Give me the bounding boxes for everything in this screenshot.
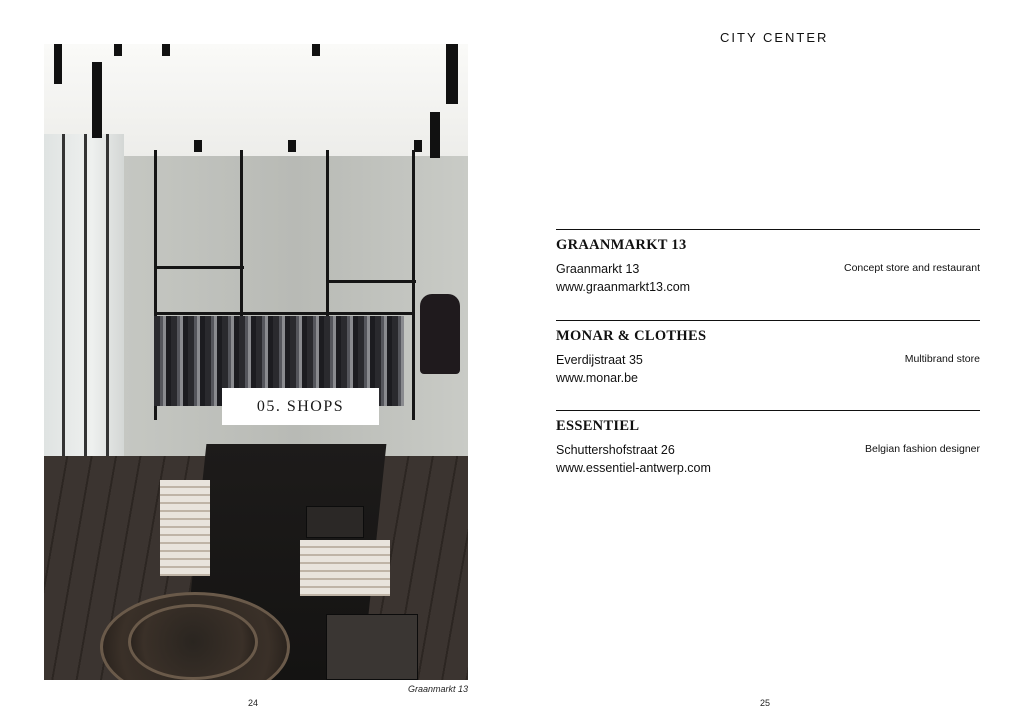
photo-towel-stack — [300, 540, 390, 596]
shop-description: Multibrand store — [904, 353, 980, 365]
photo-spotlight — [114, 44, 122, 56]
photo-lamp — [54, 44, 62, 84]
shop-website-link[interactable]: www.monar.be — [556, 371, 638, 385]
photo-spotlight — [162, 44, 170, 56]
photo-spotlight — [312, 44, 320, 56]
photo-caption: Graanmarkt 13 — [407, 684, 468, 694]
photo-coat-mannequin — [420, 294, 460, 374]
shop-description: Belgian fashion designer — [865, 443, 980, 455]
photo-lamp — [430, 112, 440, 158]
shop-address: Schuttershofstraat 26 — [556, 443, 675, 457]
photo-plate — [128, 604, 258, 680]
photo-towel-stack — [160, 480, 210, 576]
photo-window-frame — [84, 134, 87, 494]
photo-window-frame — [106, 134, 109, 494]
photo-shelf — [326, 280, 416, 283]
photo-spotlight — [288, 140, 296, 152]
page-number-right: 25 — [760, 698, 771, 708]
section-label: 05. SHOPS — [222, 388, 379, 425]
shop-description: Concept store and restaurant — [844, 262, 980, 274]
shop-name: GRAANMARKT 13 — [556, 237, 687, 253]
photo-spotlight — [194, 140, 202, 152]
photo-window-frame — [62, 134, 65, 494]
photo-rack-pole — [412, 150, 415, 420]
store-photo — [44, 44, 468, 680]
page-number-left: 24 — [248, 698, 259, 708]
shop-address: Everdijstraat 35 — [556, 353, 643, 367]
shop-website-link[interactable]: www.graanmarkt13.com — [556, 280, 691, 294]
shop-website-link[interactable]: www.essentiel-antwerp.com — [556, 461, 711, 475]
photo-lamp — [92, 62, 102, 138]
shop-address: Graanmarkt 13 — [556, 262, 640, 276]
photo-shelf — [154, 266, 244, 269]
shop-entry — [556, 229, 980, 319]
photo-rail — [154, 312, 414, 315]
photo-box — [306, 506, 364, 538]
photo-spotlight — [414, 140, 422, 152]
shop-name: ESSENTIEL — [556, 418, 640, 434]
shop-entry — [556, 410, 980, 500]
photo-lamp — [446, 44, 458, 104]
section-title: CITY CENTER — [720, 30, 829, 45]
shop-name: MONAR & CLOTHES — [556, 328, 707, 344]
photo-box — [326, 614, 418, 680]
shop-entry — [556, 320, 980, 410]
